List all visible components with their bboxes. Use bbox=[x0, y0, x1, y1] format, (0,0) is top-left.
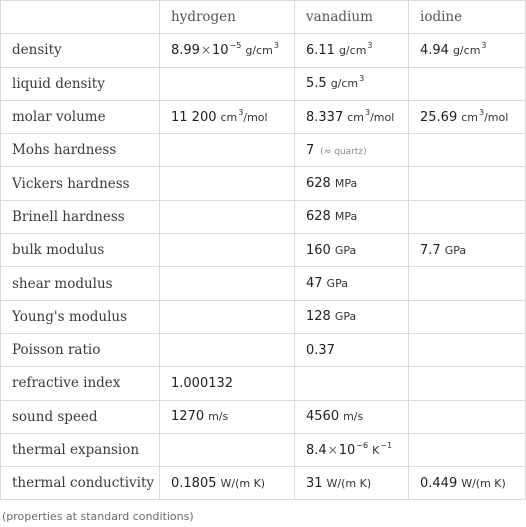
row-label: refractive index bbox=[1, 367, 160, 400]
value-number: 1270 bbox=[171, 409, 205, 425]
value-number: 0.1805 bbox=[171, 475, 217, 491]
table-row bbox=[1, 200, 526, 233]
row-label: Poisson ratio bbox=[1, 333, 160, 366]
cell-hydrogen bbox=[160, 167, 295, 200]
value-number: 8.337 bbox=[306, 109, 344, 125]
row-label: thermal expansion bbox=[1, 433, 160, 466]
unit-text: GPa bbox=[326, 277, 348, 291]
unit-text: cm bbox=[461, 110, 478, 124]
unit-text: K bbox=[372, 443, 380, 457]
row-label: Brinell hardness bbox=[1, 200, 160, 233]
footnote: (properties at standard conditions) bbox=[2, 510, 194, 523]
cell-iodine bbox=[409, 433, 526, 466]
value-unit bbox=[208, 410, 228, 423]
cell-hydrogen bbox=[160, 400, 295, 433]
cell-vanadium bbox=[295, 400, 409, 433]
cell-iodine bbox=[409, 134, 526, 167]
value-number: 0.37 bbox=[306, 342, 335, 358]
value-unit bbox=[221, 477, 266, 490]
table-row bbox=[1, 333, 526, 366]
cell-vanadium bbox=[295, 467, 409, 500]
cell-hydrogen bbox=[160, 34, 295, 67]
cell-iodine bbox=[409, 300, 526, 333]
value-unit bbox=[245, 40, 279, 57]
table-row bbox=[1, 400, 526, 433]
table-row bbox=[1, 300, 526, 333]
header-hydrogen: hydrogen bbox=[160, 1, 295, 34]
cell-iodine bbox=[409, 167, 526, 200]
value-number: 0.449 bbox=[420, 475, 458, 491]
cell-iodine bbox=[409, 234, 526, 267]
cell-vanadium bbox=[295, 200, 409, 233]
header-row bbox=[1, 1, 526, 34]
cell-iodine bbox=[409, 67, 526, 100]
value-unit bbox=[335, 244, 356, 257]
cell-hydrogen bbox=[160, 100, 295, 133]
cell-iodine bbox=[409, 333, 526, 366]
table-row bbox=[1, 433, 526, 466]
times-sign: × bbox=[327, 442, 338, 457]
value-number: 7 bbox=[306, 142, 315, 158]
unit-text: W/(m K) bbox=[326, 476, 372, 490]
table-row bbox=[1, 67, 526, 100]
unit-tail: /mol bbox=[370, 110, 395, 124]
times-sign: × bbox=[200, 42, 212, 57]
unit-exponent: 3 bbox=[481, 40, 487, 50]
value-number: 628 bbox=[306, 176, 331, 192]
unit-exponent: 3 bbox=[367, 40, 373, 50]
value-unit bbox=[335, 310, 356, 323]
cell-iodine bbox=[409, 34, 526, 67]
row-label: shear modulus bbox=[1, 267, 160, 300]
unit-tail: /mol bbox=[243, 110, 268, 124]
value-exponent: −6 bbox=[356, 440, 369, 450]
value-number: 6.11 bbox=[306, 42, 335, 58]
table-row bbox=[1, 34, 526, 67]
unit-text: g/cm bbox=[330, 77, 359, 91]
value-number: 4.94 bbox=[420, 42, 449, 58]
value-unit bbox=[220, 107, 268, 124]
unit-text: cm bbox=[220, 110, 238, 124]
row-label: liquid density bbox=[1, 67, 160, 100]
unit-text: GPa bbox=[444, 243, 467, 257]
cell-hydrogen bbox=[160, 134, 295, 167]
value-number: 1.000132 bbox=[171, 375, 234, 391]
cell-vanadium bbox=[295, 367, 409, 400]
value-mantissa: 8.4 bbox=[306, 442, 327, 458]
row-label: sound speed bbox=[1, 400, 160, 433]
value-number: 47 bbox=[306, 276, 323, 292]
table-row bbox=[1, 100, 526, 133]
table-row bbox=[1, 234, 526, 267]
cell-iodine bbox=[409, 200, 526, 233]
value-base: 10 bbox=[338, 442, 356, 458]
value-base: 10 bbox=[212, 42, 229, 58]
row-label: Mohs hardness bbox=[1, 134, 160, 167]
cell-vanadium bbox=[295, 234, 409, 267]
cell-hydrogen bbox=[160, 367, 295, 400]
unit-text: g/cm bbox=[452, 43, 481, 57]
cell-vanadium bbox=[295, 34, 409, 67]
cell-hydrogen bbox=[160, 267, 295, 300]
value-number: 628 bbox=[306, 209, 331, 225]
unit-text: GPa bbox=[334, 243, 357, 257]
cell-hydrogen bbox=[160, 67, 295, 100]
cell-hydrogen bbox=[160, 234, 295, 267]
value-number: 7.7 bbox=[420, 242, 441, 258]
unit-exponent: 3 bbox=[359, 74, 365, 84]
header-corner-cell bbox=[1, 1, 160, 34]
unit-text: GPa bbox=[334, 310, 357, 324]
value-number: 5.5 bbox=[306, 76, 327, 92]
unit-exponent: 3 bbox=[364, 107, 371, 117]
value-unit bbox=[372, 440, 393, 457]
row-label: Vickers hardness bbox=[1, 167, 160, 200]
value-note: (≈ quartz) bbox=[320, 146, 367, 157]
value-number: 4560 bbox=[306, 409, 340, 425]
value-unit bbox=[445, 244, 466, 257]
unit-text: m/s bbox=[343, 410, 364, 424]
value-unit bbox=[330, 74, 365, 91]
row-label: bulk modulus bbox=[1, 234, 160, 267]
value-number: 31 bbox=[306, 475, 323, 491]
value-unit bbox=[327, 277, 348, 290]
cell-hydrogen bbox=[160, 200, 295, 233]
cell-vanadium bbox=[295, 433, 409, 466]
value-number: 128 bbox=[306, 309, 331, 325]
value-unit bbox=[335, 210, 357, 223]
cell-vanadium bbox=[295, 100, 409, 133]
table-body bbox=[1, 34, 526, 500]
table-row bbox=[1, 367, 526, 400]
unit-text: W/(m K) bbox=[461, 476, 506, 490]
unit-exponent: 3 bbox=[238, 107, 244, 117]
table-row bbox=[1, 167, 526, 200]
unit-text: W/(m K) bbox=[220, 476, 266, 490]
cell-iodine bbox=[409, 267, 526, 300]
table-row bbox=[1, 267, 526, 300]
header-iodine: iodine bbox=[409, 1, 526, 34]
unit-exponent: −1 bbox=[380, 440, 393, 450]
value-unit bbox=[327, 477, 372, 490]
value-number: 11 200 bbox=[171, 109, 217, 125]
cell-vanadium bbox=[295, 67, 409, 100]
value-unit bbox=[338, 40, 373, 57]
value-exponent: −5 bbox=[229, 40, 242, 50]
row-label: thermal conductivity bbox=[1, 467, 160, 500]
value-number: 25.69 bbox=[420, 109, 458, 125]
value-unit bbox=[452, 40, 487, 57]
cell-iodine bbox=[409, 400, 526, 433]
value-mantissa: 8.99 bbox=[171, 42, 200, 58]
row-label: density bbox=[1, 34, 160, 67]
value-number: 160 bbox=[306, 242, 331, 258]
cell-hydrogen bbox=[160, 467, 295, 500]
unit-text: g/cm bbox=[338, 43, 367, 57]
value-unit bbox=[347, 107, 395, 124]
value-unit bbox=[461, 477, 506, 490]
unit-text: cm bbox=[347, 110, 364, 124]
unit-text: g/cm bbox=[245, 43, 273, 57]
cell-iodine bbox=[409, 367, 526, 400]
unit-tail: /mol bbox=[484, 110, 509, 124]
header-vanadium: vanadium bbox=[295, 1, 409, 34]
row-label: molar volume bbox=[1, 100, 160, 133]
value-unit bbox=[343, 410, 363, 423]
cell-vanadium bbox=[295, 333, 409, 366]
table-row bbox=[1, 467, 526, 500]
unit-text: m/s bbox=[208, 410, 229, 424]
unit-text: MPa bbox=[334, 177, 358, 191]
cell-vanadium bbox=[295, 300, 409, 333]
cell-iodine bbox=[409, 467, 526, 500]
value-unit bbox=[461, 107, 509, 124]
cell-hydrogen bbox=[160, 300, 295, 333]
cell-vanadium bbox=[295, 167, 409, 200]
cell-vanadium bbox=[295, 267, 409, 300]
cell-hydrogen bbox=[160, 433, 295, 466]
row-label: Young's modulus bbox=[1, 300, 160, 333]
cell-vanadium bbox=[295, 134, 409, 167]
unit-text: MPa bbox=[334, 210, 358, 224]
value-unit bbox=[335, 177, 357, 190]
cell-hydrogen bbox=[160, 333, 295, 366]
unit-exponent: 3 bbox=[273, 40, 279, 50]
table-row bbox=[1, 134, 526, 167]
cell-iodine bbox=[409, 100, 526, 133]
unit-exponent: 3 bbox=[478, 107, 485, 117]
